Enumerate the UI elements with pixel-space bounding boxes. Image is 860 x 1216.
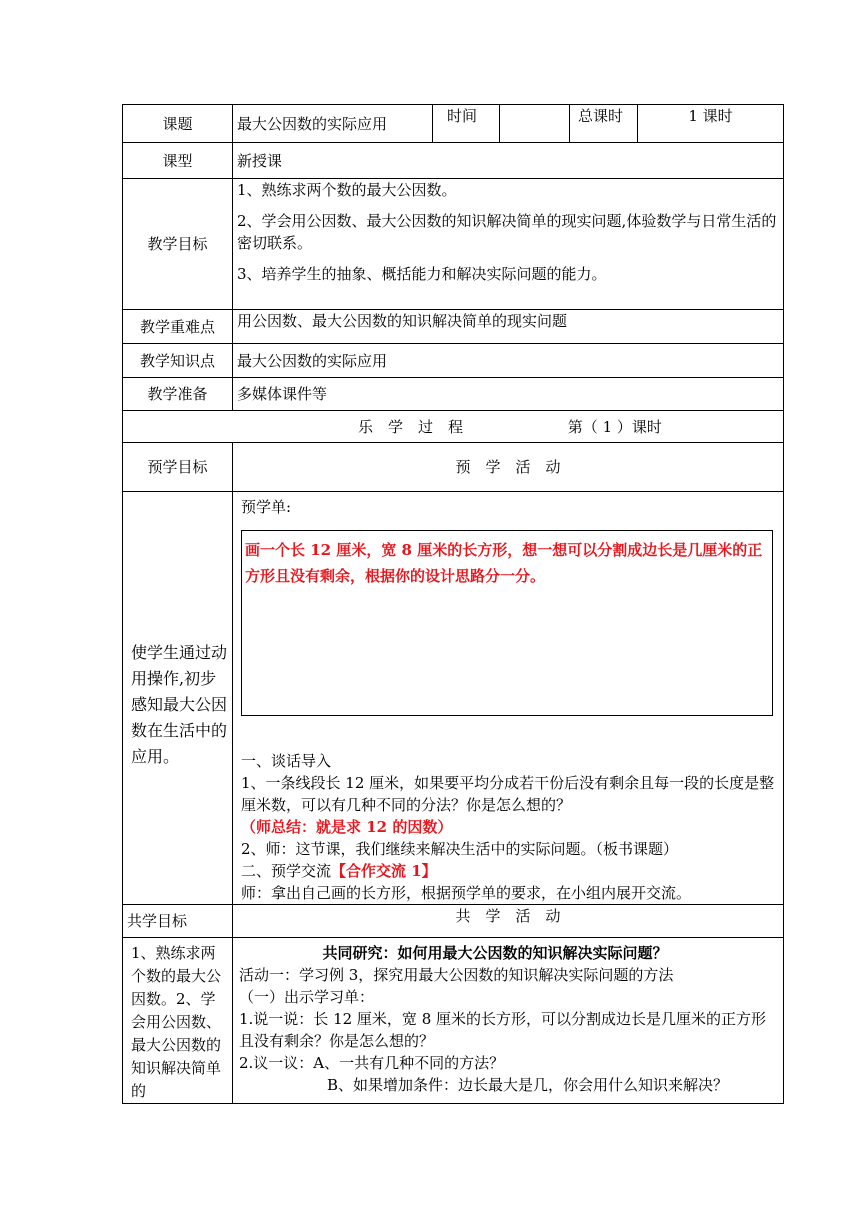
knowledge-value: 最大公因数的实际应用 <box>233 344 784 378</box>
shared-activity-content <box>233 938 784 1104</box>
preview-sheet-label: 预学单: <box>241 498 292 516</box>
discuss-a: 2.议一议：A、一共有几种不同的方法？ <box>239 1054 505 1072</box>
shared-goal-label: 共学目标 <box>123 905 233 938</box>
key-points-value: 用公因数、最大公因数的知识解决简单的现实问题 <box>233 310 784 344</box>
lesson-type-value: 新授课 <box>233 143 784 179</box>
total-hours-label: 总课时 <box>570 105 638 143</box>
time-value <box>500 105 570 143</box>
lesson-plan-table <box>122 104 784 1104</box>
intro-question-1: 1、一条线段长 12 厘米，如果要平均分成若干份后没有剩余且每一段的长度是整厘米数，可以有几种不同的分法？你是怎么想的？ <box>241 774 775 814</box>
preview-goal-label: 预学目标 <box>123 443 233 492</box>
preview-task-box <box>241 530 773 716</box>
exchange-text: 师：拿出自己画的长方形，根据预学单的要求，在小组内展开交流。 <box>241 884 692 902</box>
key-points-label: 教学重难点 <box>123 310 233 344</box>
activity-one: 活动一：学习例 3，探究用最大公因数的知识解决实际问题的方法 <box>239 966 674 984</box>
research-title: 共同研究：如何用最大公因数的知识解决实际问题？ <box>322 944 668 962</box>
teacher-summary: （师总结：就是求 12 的因数） <box>241 818 453 836</box>
exchange-line <box>241 860 779 882</box>
process-header <box>123 411 784 443</box>
total-hours-value: 1 课时 <box>638 105 784 143</box>
preview-task-text: 画一个长 12 厘米，宽 8 厘米的长方形，想一想可以分割成边长是几厘米的正方形且没有剩余，根据你的设计思路分一分。 <box>245 541 763 585</box>
discuss-b: B、如果增加条件：边长最大是几，你会用什么知识来解决？ <box>327 1076 729 1094</box>
learning-sheet-step: （一）出示学习单： <box>239 988 375 1006</box>
time-label: 时间 <box>433 105 500 143</box>
objective-item: 3、培养学生的抽象、概括能力和解决实际问题的能力。 <box>237 265 607 283</box>
preparation-label: 教学准备 <box>123 378 233 411</box>
objectives-list <box>233 179 784 310</box>
say-task: 1.说一说：长 12 厘米，宽 8 厘米的长方形，可以分割成边长是几厘米的正方形且没有剩余？你是怎么想的？ <box>239 1010 767 1050</box>
lesson-type-label: 课型 <box>123 143 233 179</box>
shared-activity-label: 共 学 活 动 <box>233 905 784 938</box>
objective-item: 1、熟练求两个数的最大公因数。 <box>237 181 457 199</box>
objectives-label: 教学目标 <box>123 179 233 310</box>
topic-label: 课题 <box>123 105 233 143</box>
preview-activity-label: 预 学 活 动 <box>233 443 784 492</box>
process-title: 乐 学 过 程 <box>358 417 464 436</box>
exchange-tag: 【合作交流 1】 <box>331 862 437 880</box>
intro-question-2: 2、师：这节课，我们继续来解决生活中的实际问题。（板书课题） <box>241 840 679 858</box>
preparation-value: 多媒体课件等 <box>233 378 784 411</box>
knowledge-label: 教学知识点 <box>123 344 233 378</box>
intro-title: 一、谈话导入 <box>241 752 332 770</box>
lesson-plan-sheet <box>122 104 783 1104</box>
topic-value: 最大公因数的实际应用 <box>233 105 433 143</box>
shared-goal-text: 1、熟练求两个数的最大公因数。2、学会用公因数、最大公因数的知识解决简单的 <box>123 938 233 1104</box>
objective-item: 2、学会用公因数、最大公因数的知识解决简单的现实问题,体验数学与日常生活的密切联系。 <box>237 212 777 252</box>
process-period: 第（ 1 ）课时 <box>567 417 662 436</box>
preview-activity-content <box>233 492 784 905</box>
preview-goal-text: 使学生通过动用操作,初步感知最大公因数在生活中的应用。 <box>123 492 233 905</box>
exchange-title: 二、预学交流 <box>241 862 332 880</box>
